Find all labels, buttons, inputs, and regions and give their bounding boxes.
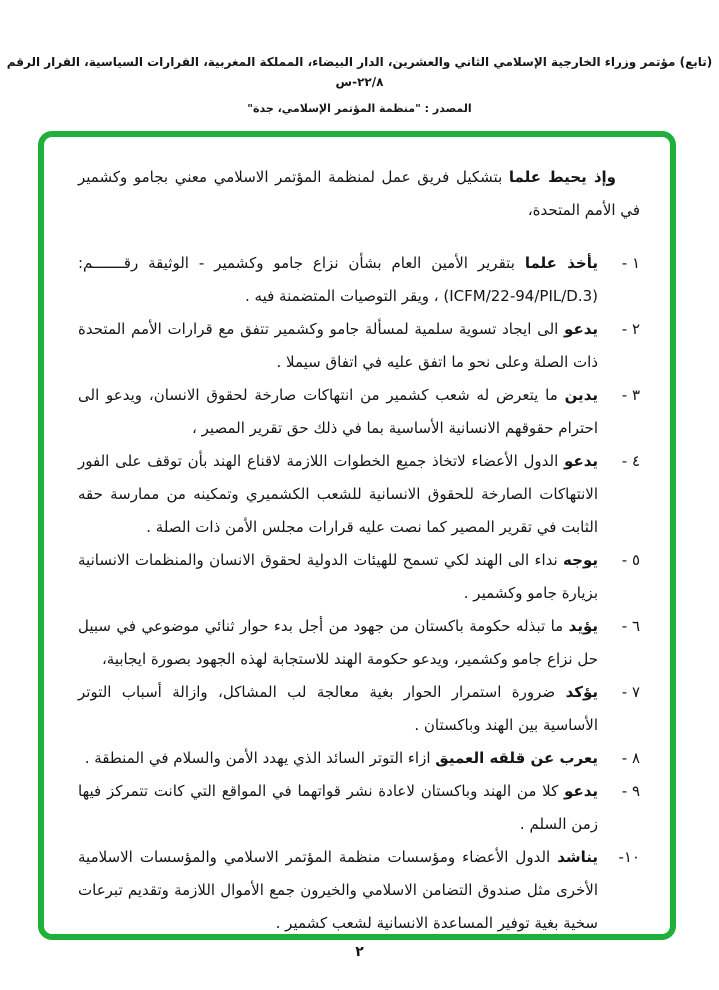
- clause-text: [78, 841, 598, 940]
- clause-item-8: [78, 742, 640, 775]
- clause-number: ٢ -: [621, 320, 640, 338]
- clause-lead: يعرب عن قلقه العميق: [435, 749, 598, 767]
- page-number: ٢: [355, 944, 364, 960]
- clause-text: [78, 313, 598, 379]
- clause-lead: يوجه: [563, 551, 598, 569]
- clause-body: ما يتعرض له شعب كشمير من انتهاكات صارخة لحقوق الانسان، ويدعو الى احترام حقوقهم الانسانية الأساسية بما في ذلك حق تقرير المصير ،: [78, 386, 598, 437]
- source-line: المصدر : "منظمة المؤتمر الإسلامي، جدة": [247, 102, 472, 115]
- clause-text: [78, 445, 598, 544]
- clause-text: [78, 379, 598, 445]
- clause-number: ١ -: [621, 254, 640, 272]
- clause-number: ١٠-: [618, 848, 640, 866]
- clause-item-3: [78, 379, 640, 445]
- clause-lead: يدعو: [564, 782, 598, 800]
- clause-item-1: [78, 247, 640, 313]
- clause-text: [78, 775, 598, 841]
- clause-number: ٩ -: [621, 782, 640, 800]
- preamble-text: بتشكيل فريق عمل لمنظمة المؤتمر الاسلامي معني بجامو وكشمير في الأمم المتحدة،: [78, 168, 640, 219]
- clause-body: الدول الأعضاء ومؤسسات منظمة المؤتمر الاسلامي والمؤسسات الاسلامية الأخرى مثل صندوق التضامن الاسلامي والخيرون جمع الأموال اللازمة وتقديم تبرعات سخية بغية توفير المساعدة الانسانية لشعب كشمير .: [78, 848, 598, 932]
- clause-number: ٣ -: [621, 386, 640, 404]
- clause-text: [78, 544, 598, 610]
- clause-text: [78, 676, 598, 742]
- clause-body: بتقرير الأمين العام بشأن نزاع جامو وكشمير - الوثيقة رقـــــــم: (ICFM/22-94/PIL/D.3) ، ويقر التوصيات المتضمنة فيه .: [78, 254, 598, 305]
- clause-body: الدول الأعضاء لاتخاذ جميع الخطوات اللازمة لاقناع الهند بأن توقف على الفور الانتهاكات الصارخة للحقوق الانسانية للشعب الكشميري وتمكينه من ممارسة حقه الثابت في تقرير المصير كما نصت عليه قرارات مجلس الأمن ذات الصلة .: [78, 452, 598, 536]
- clause-item-7: [78, 676, 640, 742]
- clause-number: ٥ -: [621, 551, 640, 569]
- clause-number: ٦ -: [621, 617, 640, 635]
- clause-lead: يؤكد: [565, 683, 598, 701]
- resolution-body: [78, 161, 640, 940]
- preamble-lead: وإذ يحيط علما: [508, 168, 616, 186]
- clause-number: ٤ -: [621, 452, 640, 470]
- clause-lead: يدعو: [564, 320, 598, 338]
- clause-text: [78, 610, 598, 676]
- clause-body: ضرورة استمرار الحوار بغية معالجة لب المشاكل، وازالة أسباب التوتر الأساسية بين الهند وباكستان .: [78, 683, 598, 734]
- citation-line: (تابع) مؤتمر وزراء الخارجية الإسلامي الثاني والعشرين، الدار البيضاء، المملكة المغربية، القرارات السياسية، القرار الرقم ٢٢/٨-س: [6, 55, 713, 89]
- clause-item-6: [78, 610, 640, 676]
- clause-list: [78, 247, 640, 940]
- clause-lead: يأخذ علما: [524, 254, 598, 272]
- clause-item-2: [78, 313, 640, 379]
- citation-header: [0, 52, 719, 126]
- clause-lead: يؤيد: [568, 617, 598, 635]
- clause-item-5: [78, 544, 640, 610]
- clause-lead: يناشد: [557, 848, 598, 866]
- clause-number: ٧ -: [621, 683, 640, 701]
- clause-item-9: [78, 775, 640, 841]
- clause-number: ٨ -: [621, 749, 640, 767]
- clause-item-10: [78, 841, 640, 940]
- clause-item-4: [78, 445, 640, 544]
- clause-body: ازاء التوتر السائد الذي يهدد الأمن والسلام في المنطقة .: [84, 749, 436, 767]
- clause-body: ما تبذله حكومة باكستان من جهود من أجل بدء حوار ثنائي موضوعي في سبيل حل نزاع جامو وكشمير، ويدعو حكومة الهند للاستجابة لهذه الجهود بصورة ايجابية،: [78, 617, 598, 668]
- clause-body: الى ايجاد تسوية سلمية لمسألة جامو وكشمير تتفق مع قرارات الأمم المتحدة ذات الصلة وعلى نحو ما اتفق عليه في اتفاق سيملا .: [78, 320, 598, 371]
- resolution-green-frame: [38, 131, 676, 940]
- clause-text: [78, 247, 598, 313]
- clause-lead: يدين: [564, 386, 598, 404]
- clause-body: كلا من الهند وباكستان لاعادة نشر قواتهما في المواقع التي كانت تتمركز فيها زمن السلم .: [78, 782, 598, 833]
- clause-lead: يدعو: [564, 452, 598, 470]
- preamble-paragraph: [78, 161, 640, 227]
- clause-text: [78, 742, 598, 775]
- clause-body: نداء الى الهند لكي تسمح للهيئات الدولية لحقوق الانسان والمنظمات الانسانية بزيارة جامو وكشمير .: [78, 551, 598, 602]
